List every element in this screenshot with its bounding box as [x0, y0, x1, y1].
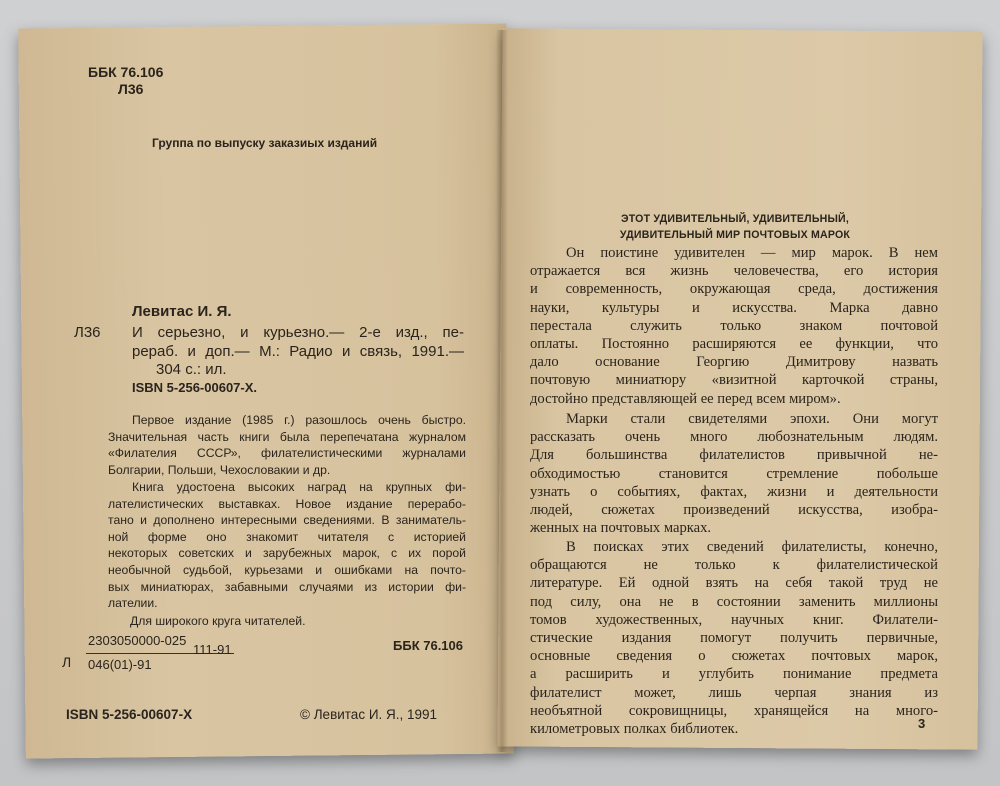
- bib-line: И серьезно, и курьезно.— 2-е изд., пе-: [132, 324, 464, 341]
- text-line: обращаются не только к филателистической: [530, 557, 938, 574]
- annotation-p3: Для широкого круга читателей.: [130, 614, 306, 628]
- author-mark: Л36: [118, 81, 144, 97]
- text-line: томов художественных, научных книг. Филатели-: [530, 611, 938, 628]
- text-line: дало основание Георгию Димитрову назвать: [530, 354, 938, 371]
- annotation-line: некоторых советских и зарубежных марок, с их порой: [108, 546, 466, 561]
- catalog-number: 111-91: [193, 642, 232, 657]
- group-line: Группа по выпуску заказиых изданий: [152, 136, 378, 150]
- annotation-line: лателистических выставках. Новое издание перерабо-: [108, 496, 466, 511]
- annotation-line: Болгарии, Польши, Чехословакии и др.: [108, 462, 331, 477]
- text-line: женных на почтовых марках.: [530, 520, 712, 537]
- annotation-line: необычной судьбой, курьезами и ошибками на почто-: [108, 562, 466, 577]
- catalog-code: 2303050000-025: [88, 633, 187, 648]
- text-line: Он поистине удивителен — мир марок. В нем: [566, 245, 938, 261]
- chapter-heading: [560, 211, 910, 243]
- text-line: почтовую миниатюру «визитной карточкой страны,: [530, 372, 938, 389]
- text-line: узнать о событиях, фактах, жизни и деятельности: [530, 483, 938, 500]
- annotation-line: лателии.: [108, 596, 158, 611]
- text-line: рассказать очень много любознательным людям.: [530, 429, 938, 446]
- annotation-line: ной форме оно знакомит читателя с историей: [108, 529, 466, 544]
- isbn-bottom: ISBN 5-256-00607-X: [66, 707, 193, 722]
- text-line: стические издания помогут получить первичные,: [530, 630, 938, 647]
- text-line: основные сведения о сюжетах почтовых марок,: [530, 648, 938, 665]
- text-line: науки, культуры и искусства. Марка давно: [530, 299, 938, 316]
- annotation-line: «Филателия СССР», филателистическими журналами: [108, 446, 466, 461]
- text-line: перестала служить только знаком почтовой: [530, 317, 938, 334]
- annotation-line: тано и дополнено интересными сведениями. В заниматель-: [108, 513, 466, 528]
- text-line: людей, сюжетах произведений искусства, изобра-: [530, 502, 938, 519]
- text-line: под силу, она не в состоянии заменить миллионы: [530, 593, 938, 610]
- catalog-code-2: 046(01)-91: [88, 657, 152, 672]
- annotation-line: вых миниатюрах, забавными случаями из истории фи-: [108, 579, 466, 594]
- paragraph-2: [530, 410, 938, 537]
- author-name: Левитас И. Я.: [132, 303, 232, 320]
- text-line: Марки стали свидетелями эпохи. Они могут: [566, 411, 938, 427]
- annotation-line: Первое издание (1985 г.) разошлось очень быстро.: [132, 413, 466, 427]
- side-mark: Л36: [74, 324, 101, 341]
- book-gutter: [496, 30, 508, 752]
- text-line: литературе. Ей одной взять на себя такой труд не: [530, 575, 938, 592]
- text-line: и современность, окружающая среда, достижения: [530, 281, 938, 298]
- text-line: обходимостью становится стремление побольше: [530, 465, 938, 482]
- isbn-line: ISBN 5-256-00607-X.: [132, 380, 258, 395]
- annotation-line: Значительная часть книги была перепечатана журналом: [108, 429, 466, 444]
- bib-line: 304 с.: ил.: [156, 361, 227, 378]
- text-line: достойно представляющей ее перед всем миром».: [530, 390, 841, 407]
- text-line: необъятной сокровищницы, хранящейся на много-: [530, 702, 938, 719]
- text-line: В поисках этих сведений филателисты, конечно,: [566, 539, 938, 555]
- bbk-code: ББК 76.106: [88, 64, 164, 80]
- copyright-notice: © Левитас И. Я., 1991: [300, 707, 438, 722]
- bbk-code-bottom: ББК 76.106: [393, 638, 463, 653]
- text-line: оплаты. Постоянно расширяются ее функции, что: [530, 336, 938, 353]
- paragraph-1: [530, 244, 938, 408]
- heading-line: УДИВИТЕЛЬНЫЙ МИР ПОЧТОВЫХ МАРОК: [619, 229, 851, 241]
- catalog-letter: Л: [62, 654, 72, 670]
- annotation-p1: [108, 412, 466, 478]
- paragraph-3: [530, 538, 938, 738]
- bibliographic-record: [132, 324, 464, 380]
- text-line: километровых полках библиотек.: [530, 721, 739, 738]
- annotation-p2: [108, 479, 466, 612]
- text-line: а расширить и углубить понимание предмета: [530, 666, 938, 683]
- heading-line: ЭТОТ УДИВИТЕЛЬНЫЙ, УДИВИТЕЛЬНЫЙ,: [620, 213, 850, 225]
- bib-line: рераб. и доп.— М.: Радио и связь, 1991.—: [132, 342, 464, 360]
- annotation-line: Книга удостоена высоких наград на крупных фи-: [132, 480, 466, 494]
- text-line: отражается вся жизнь человечества, его история: [530, 263, 938, 280]
- text-line: Для большинства филателистов привычной не-: [530, 447, 938, 464]
- text-line: филателист может, лишь черпая знания из: [530, 684, 938, 701]
- page-number: 3: [918, 716, 926, 731]
